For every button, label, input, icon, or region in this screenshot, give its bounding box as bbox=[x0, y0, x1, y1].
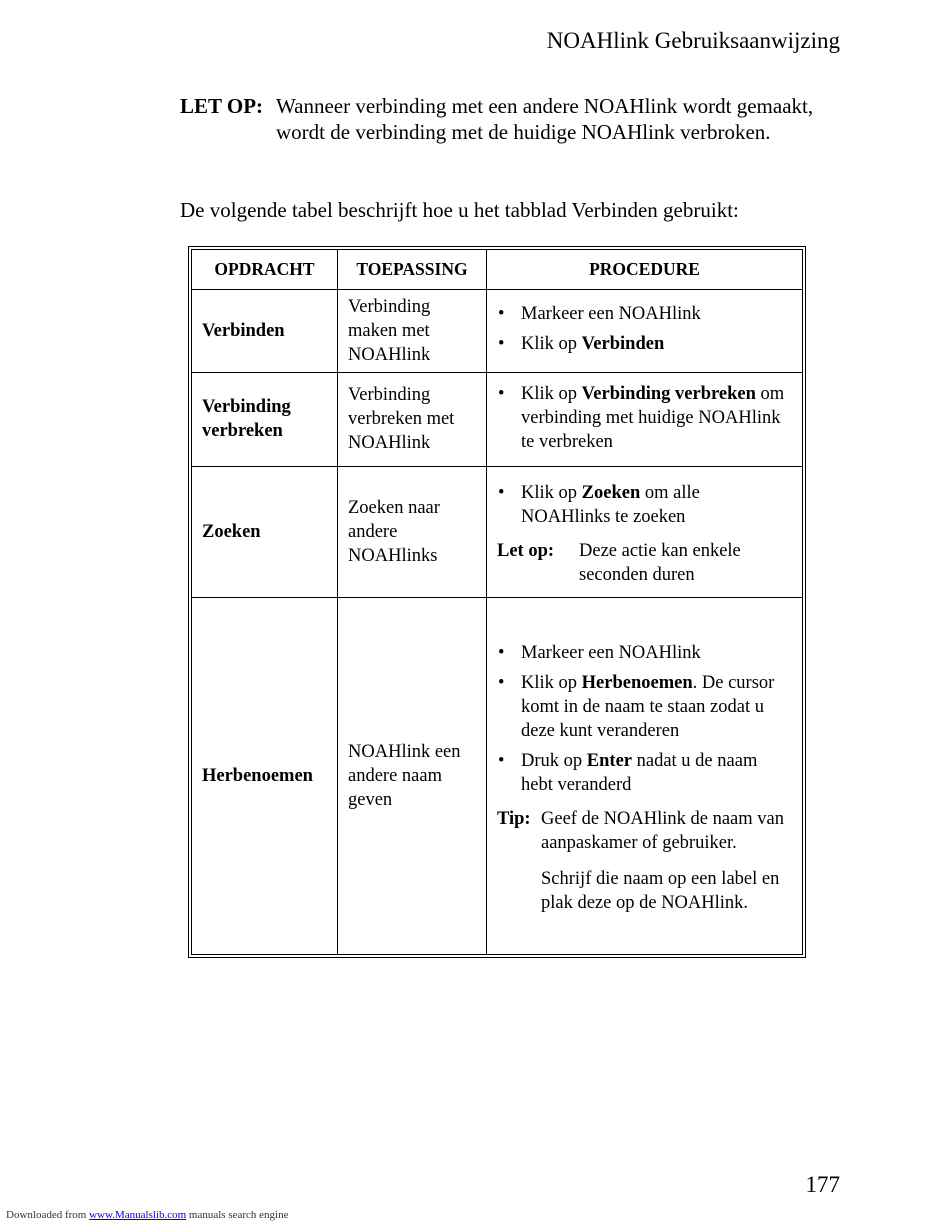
procedure-step: • Markeer een NOAHlink bbox=[497, 302, 792, 326]
command-cell: Herbenoemen bbox=[192, 598, 338, 955]
intro-paragraph: De volgende tabel beschrijft hoe u het tabblad Verbinden gebruikt: bbox=[180, 198, 739, 222]
procedure-steps bbox=[497, 481, 792, 529]
procedure-cell bbox=[487, 598, 803, 955]
table-row-verbinden bbox=[192, 289, 803, 372]
command-cell: Verbinden bbox=[192, 289, 338, 372]
table-header-row bbox=[192, 250, 803, 290]
command-cell: Zoeken bbox=[192, 466, 338, 598]
application-cell: Verbinding verbreken met NOAHlink bbox=[338, 372, 487, 466]
procedure-tip bbox=[497, 807, 792, 915]
procedure-note-text: Deze actie kan enkele seconden duren bbox=[579, 540, 741, 585]
footer-suffix: manuals search engine bbox=[186, 1209, 289, 1221]
column-header-application: TOEPASSING bbox=[338, 250, 487, 290]
warning-note-label: LET OP: bbox=[180, 94, 264, 118]
instruction-table-frame bbox=[188, 246, 806, 958]
command-cell: Verbinding verbreken bbox=[192, 372, 338, 466]
procedure-tip-label: Tip: bbox=[497, 808, 531, 829]
procedure-tip-paragraph: Geef de NOAHlink de naam van aanpaskamer of gebruiker. bbox=[541, 808, 784, 853]
application-cell: Zoeken naar andere NOAHlinks bbox=[338, 466, 487, 598]
procedure-step: • Klik op Verbinden bbox=[497, 332, 792, 356]
procedure-note-label: Let op: bbox=[497, 540, 555, 561]
warning-note bbox=[180, 93, 820, 145]
procedure-steps bbox=[497, 382, 792, 454]
procedure-step: • Klik op Verbinding verbreken om verbinding met huidige NOAHlink te verbreken bbox=[497, 382, 792, 454]
manualslib-link[interactable]: www.Manualslib.com bbox=[89, 1209, 187, 1221]
procedure-cell bbox=[487, 466, 803, 598]
procedure-step: • Klik op Herbenoemen. De cursor komt in de naam te staan zodat u deze kunt veranderen bbox=[497, 671, 792, 743]
procedure-steps bbox=[497, 641, 792, 797]
page-number: 177 bbox=[805, 1172, 840, 1197]
column-header-command: OPDRACHT bbox=[192, 250, 338, 290]
application-cell: NOAHlink een andere naam geven bbox=[338, 598, 487, 955]
footer-prefix: Downloaded from bbox=[6, 1209, 90, 1221]
procedure-note bbox=[497, 539, 792, 587]
procedure-step: • Markeer een NOAHlink bbox=[497, 641, 792, 665]
procedure-step: • Druk op Enter nadat u de naam hebt veranderd bbox=[497, 749, 792, 797]
download-footer bbox=[6, 1209, 288, 1221]
page-header-title: NOAHlink Gebruiksaanwijzing bbox=[546, 28, 840, 53]
warning-note-text: Wanneer verbinding met een andere NOAHlink wordt gemaakt, wordt de verbinding met de huidige NOAHlink verbroken. bbox=[276, 94, 814, 144]
table-row-herbenoemen bbox=[192, 598, 803, 955]
table-row-zoeken bbox=[192, 466, 803, 598]
table-row-verbinding-verbreken bbox=[192, 372, 803, 466]
instruction-table bbox=[191, 249, 803, 955]
column-header-procedure: PROCEDURE bbox=[487, 250, 803, 290]
application-cell: Verbinding maken met NOAHlink bbox=[338, 289, 487, 372]
procedure-step: • Klik op Zoeken om alle NOAHlinks te zoeken bbox=[497, 481, 792, 529]
procedure-tip-paragraph: Schrijf die naam op een label en plak deze op de NOAHlink. bbox=[541, 868, 780, 913]
procedure-steps bbox=[497, 302, 792, 356]
procedure-cell bbox=[487, 372, 803, 466]
procedure-cell bbox=[487, 289, 803, 372]
